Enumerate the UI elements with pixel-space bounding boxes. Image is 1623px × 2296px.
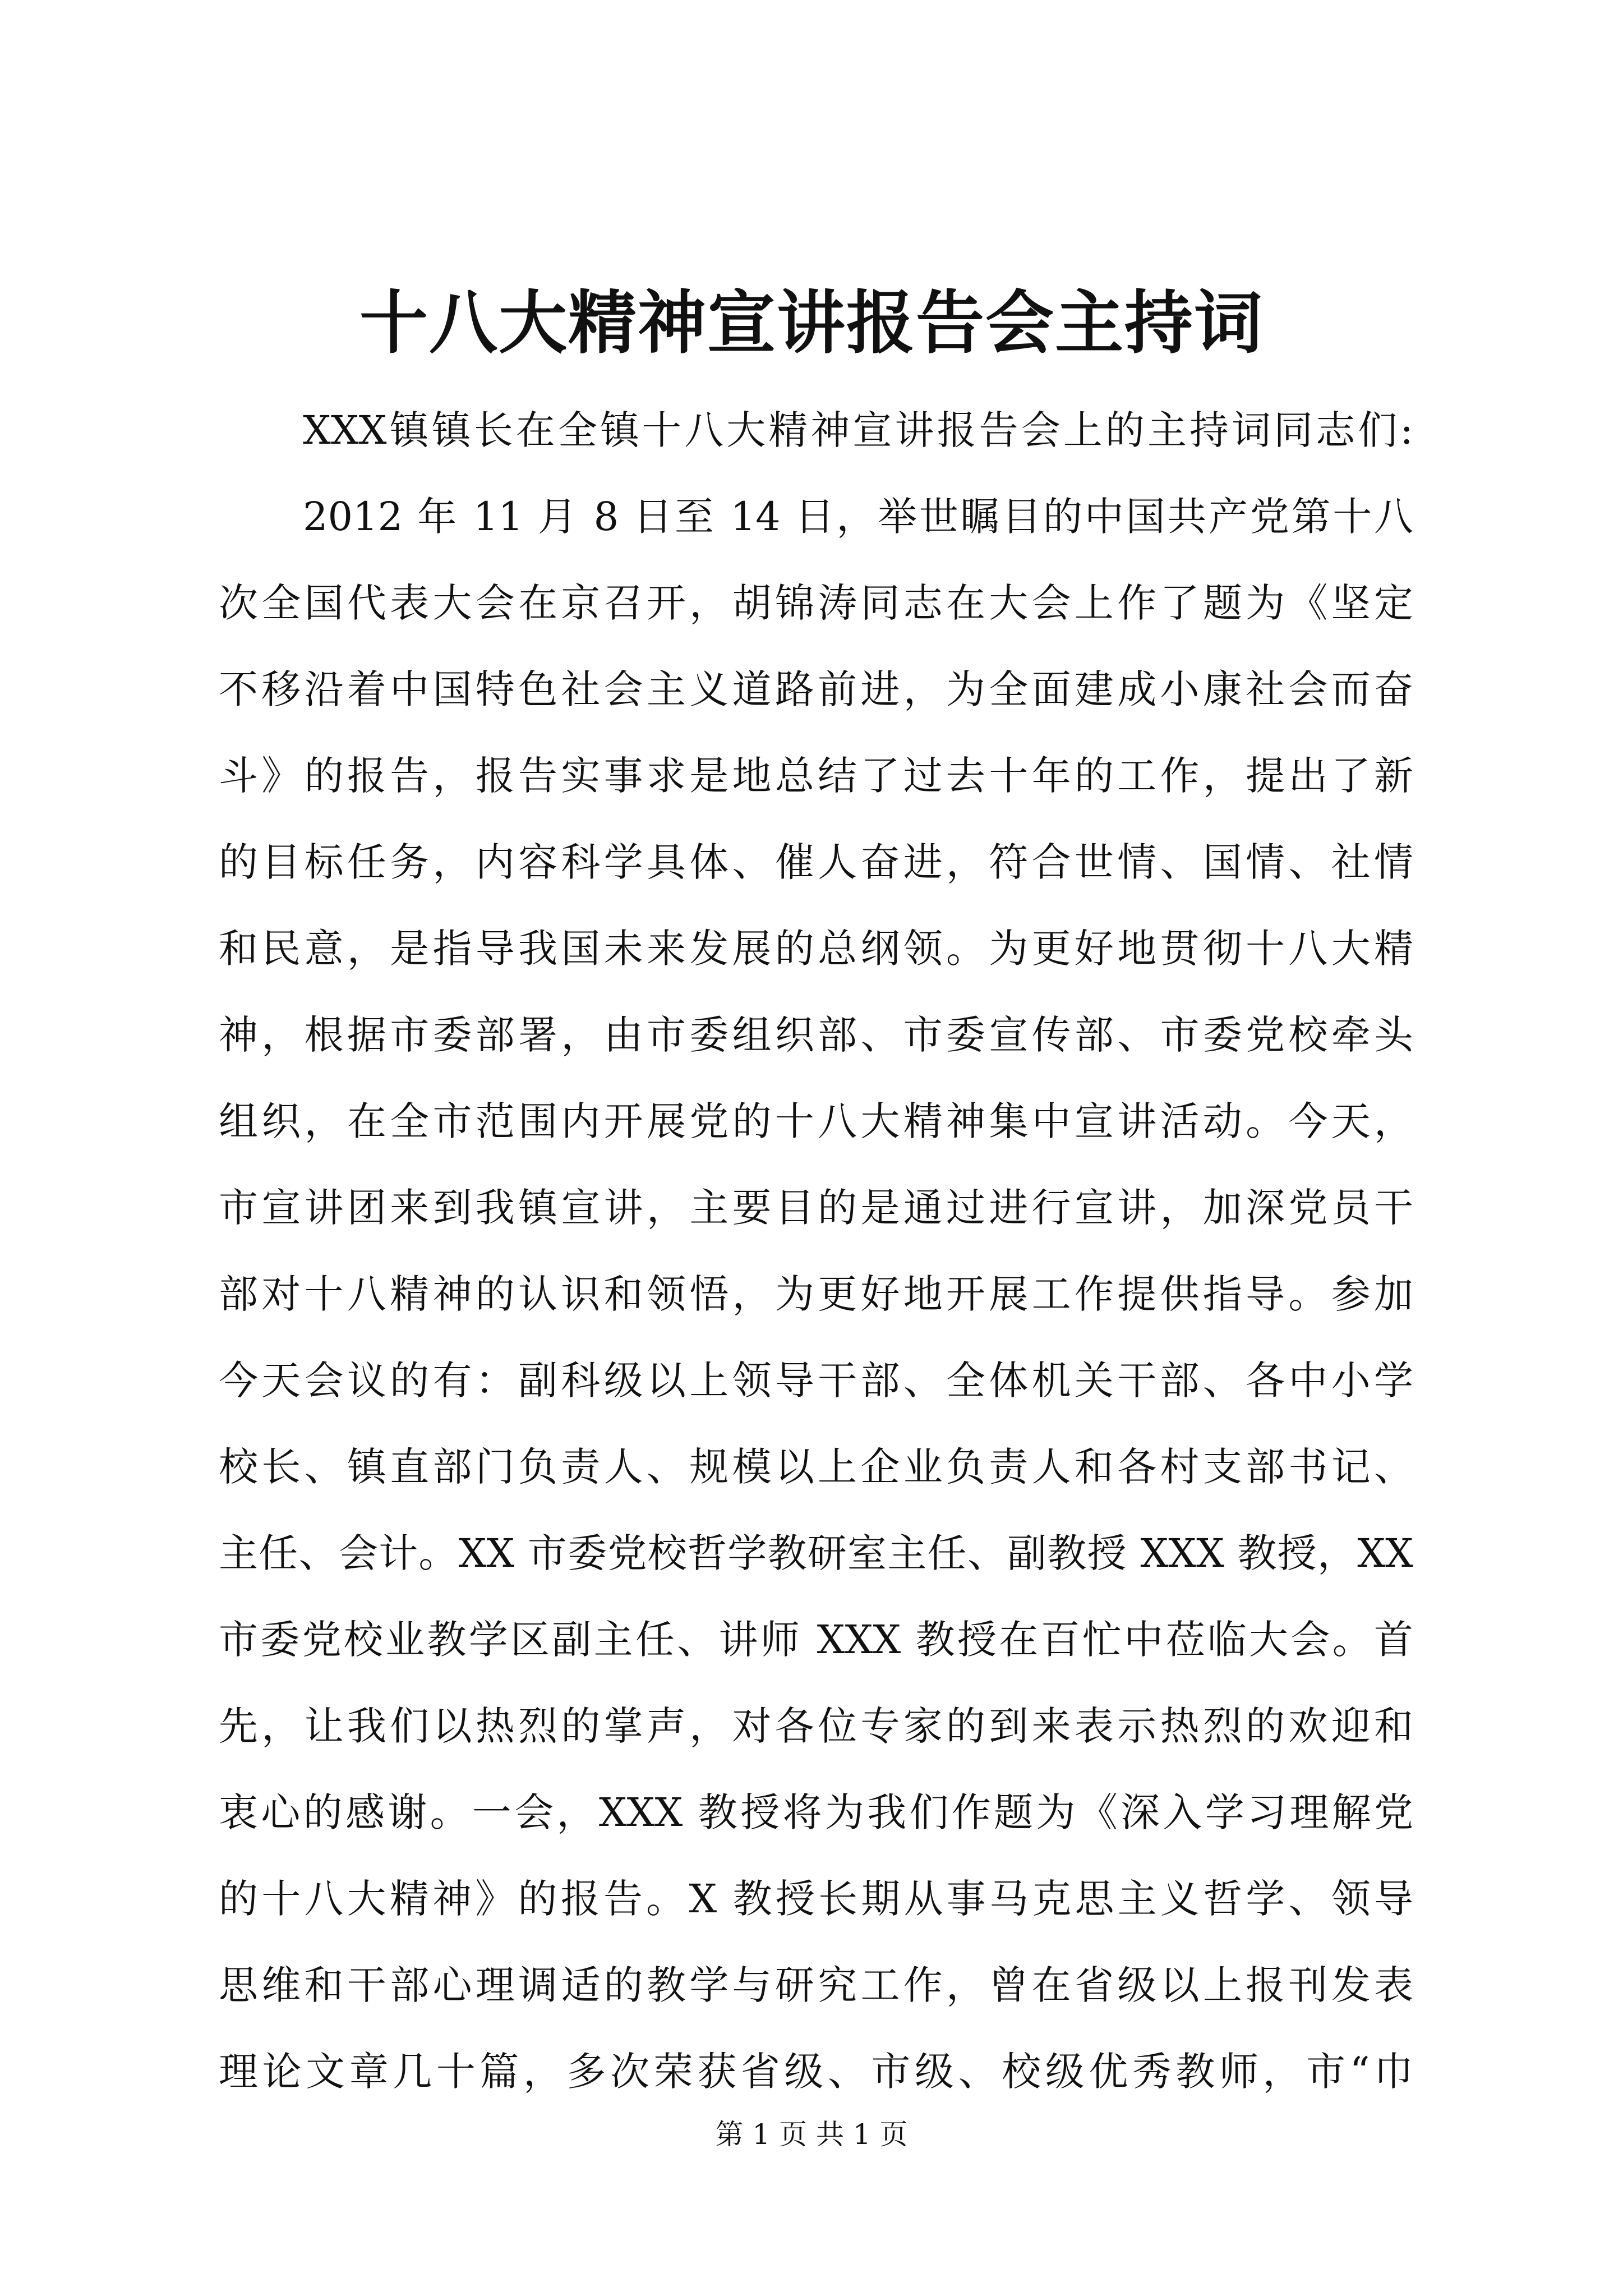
body-line: 今天会议的有：副科级以上领导干部、全体机关干部、各中小学 (219, 1358, 1413, 1404)
body-line: 的目标任务，内容科学具体、催人奋进，符合世情、国情、社情 (219, 839, 1413, 885)
body-line: 的十八大精神》的报告。X 教授长期从事马克思主义哲学、领导 (219, 1876, 1413, 1922)
body-line: 理论文章几十篇，多次荣获省级、市级、校级优秀教师，市“巾 (219, 2049, 1413, 2095)
body-line: 部对十八精神的认识和领悟，为更好地开展工作提供指导。参加 (219, 1271, 1413, 1317)
body-line: 校长、镇直部门负责人、规模以上企业负责人和各村支部书记、 (219, 1444, 1413, 1490)
body-line: 不移沿着中国特色社会主义道路前进，为全面建成小康社会而奋 (219, 666, 1413, 712)
document-title: 十八大精神宣讲报告会主持词 (359, 282, 1264, 363)
body-line: 思维和干部心理调适的教学与研究工作，曾在省级以上报刊发表 (219, 1962, 1413, 2008)
body-line: 主任、会计。XX 市委党校哲学教研室主任、副教授 XXX 教授，XX (219, 1530, 1413, 1576)
body-line: 次全国代表大会在京召开，胡锦涛同志在大会上作了题为《坚定 (219, 580, 1413, 626)
body-line: XXX镇镇长在全镇十八大精神宣讲报告会上的主持词同志们: (303, 407, 1413, 453)
body-line: 2012 年 11 月 8 日至 14 日，举世瞩目的中国共产党第十八 (303, 494, 1413, 540)
page-number-footer: 第 1 页 共 1 页 (715, 2118, 908, 2151)
document-body (219, 387, 1413, 2115)
body-line: 市宣讲团来到我镇宣讲，主要目的是通过进行宣讲，加深党员干 (219, 1185, 1413, 1231)
body-line: 组织，在全市范围内开展党的十八大精神集中宣讲活动。今天， (219, 1098, 1413, 1144)
body-line: 衷心的感谢。一会，XXX 教授将为我们作题为《深入学习理解党 (219, 1789, 1413, 1835)
body-line: 市委党校业教学区副主任、讲师 XXX 教授在百忙中莅临大会。首 (219, 1617, 1413, 1663)
body-line: 和民意，是指导我国未来发展的总纲领。为更好地贯彻十八大精 (219, 926, 1413, 972)
body-line: 斗》的报告，报告实事求是地总结了过去十年的工作，提出了新 (219, 753, 1413, 799)
body-line: 神，根据市委部署，由市委组织部、市委宣传部、市委党校牵头 (219, 1012, 1413, 1058)
body-line: 先，让我们以热烈的掌声，对各位专家的到来表示热烈的欢迎和 (219, 1703, 1413, 1749)
